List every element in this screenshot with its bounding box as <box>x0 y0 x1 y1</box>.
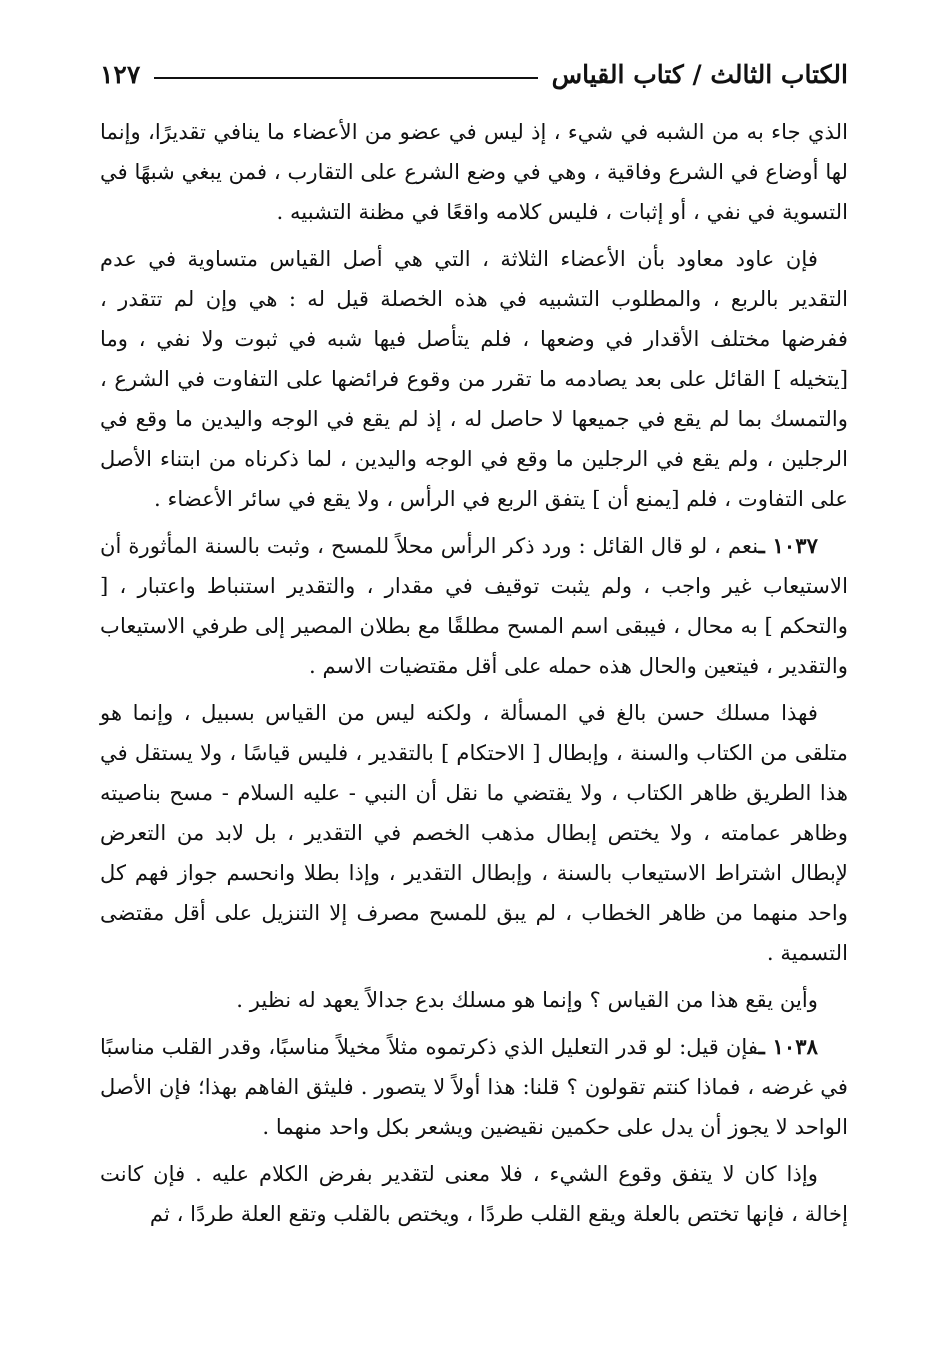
issue-number: ١٠٣٨ ـ <box>758 1034 818 1059</box>
paragraph-text: وأين يقع هذا من القياس ؟ وإنما هو مسلك بدع جدالاً يعهد له نظير . <box>236 987 818 1012</box>
paragraph <box>100 1154 848 1234</box>
paragraph <box>100 980 848 1020</box>
page-header <box>100 54 848 94</box>
paragraph-text: نعم ، لو قال القائل : ورد ذكر الرأس محلاً للمسح ، وثبت بالسنة المأثورة أن الاستيعاب غير واجب ، ولم يثبت توقيف في مقدار ، والتقدير استنباط واعتبار ، [ والتحكم ] به محال ، فيبقى اسم المسح مطلقًا مع بطلان المصير إلى طرفي الاستيعاب والتقدير ، فيتعين والحال هذه حمله على أقل مقتضيات الاسم . <box>100 533 848 678</box>
numbered-paragraph <box>100 1027 848 1147</box>
running-title: الكتاب الثالث / كتاب القياس <box>551 59 848 89</box>
paragraph-text: فإن قيل: لو قدر التعليل الذي ذكرتموه مثلاً مخيلاً مناسبًا، وقدر القلب مناسبًا في غرضه ، فماذا كنتم تقولون ؟ قلنا: هذا أولاً لا يتصور . فليثق الفاهم بهذا؛ فإن الأصل الواحد لا يجوز أن يدل على حكمين نقيضين ويشعر بكل واحد منهما . <box>100 1034 848 1139</box>
header-rule <box>154 77 537 79</box>
numbered-paragraph <box>100 526 848 686</box>
body-text <box>100 112 848 1234</box>
paragraph-text: فإن عاود معاود بأن الأعضاء الثلاثة ، التي هي أصل القياس متساوية في عدم التقدير بالربع ، والمطلوب التشبيه في هذه الخصلة قيل له : هي وإن لم تتقدر ، ففرضها مختلف الأقدار في وضعها ، فلم يتأصل فيها شبه في ثبوت ولا نفي ، وما [يتخيله ] القائل على بعد يصادمه ما تقرر من وقوع فرائضها على التفاوت في الشرع ، والتمسك بما لم يقع في جميعها لا حاصل له ، إذ لم يقع في الوجه واليدين ما وقع في الرجلين ، ولم يقع في الرجلين ما وقع في الوجه واليدين ، لما ذكرناه من ابتناء الأصل على التفاوت ، فلم [يمنع أن ] يتفق الربع في الرأس ، ولا يقع في سائر الأعضاء . <box>100 246 848 511</box>
paragraph-text: وإذا كان لا يتفق وقوع الشيء ، فلا معنى لتقدير بفرض الكلام عليه . فإن كانت إخالة ، فإنها تختص بالعلة ويقع القلب طردًا ، ويختص بالقلب وتقع العلة طردًا ، ثم <box>100 1161 848 1226</box>
paragraph <box>100 693 848 973</box>
paragraph <box>100 112 848 232</box>
paragraph-text: الذي جاء به من الشبه في شيء ، إذ ليس في عضو من الأعضاء ما ينافي تقديرًا، وإنما لها أوضاع في الشرع وفاقية ، وهي في وضع الشرع على التقارب ، فمن يبغي شبهًا في التسوية في نفي ، أو إثبات ، فليس كلامه واقعًا في مظنة التشبيه . <box>100 119 848 224</box>
paragraph <box>100 239 848 519</box>
paragraph-text: فهذا مسلك حسن بالغ في المسألة ، ولكنه ليس من القياس بسبيل ، وإنما هو متلقى من الكتاب والسنة ، وإبطال [ الاحتكام ] بالتقدير ، فليس قياسًا ، ولا يستقل في هذا الطريق ظاهر الكتاب ، ولا يقتضي ما نقل أن النبي - عليه السلام - مسح بناصيته وظاهر عمامته ، ولا يختص إبطال مذهب الخصم في التقدير ، بل لابد من التعرض لإبطال اشتراط الاستيعاب بالسنة ، وإبطال التقدير ، وإذا بطلا وانحسم جواز فهم كل واحد منهما من ظاهر الخطاب ، لم يبق للمسح مصرف إلا التنزيل على أقل مقتضى التسمية . <box>100 700 848 965</box>
page-number: ١٢٧ <box>100 59 141 89</box>
issue-number: ١٠٣٧ ـ <box>758 533 818 558</box>
